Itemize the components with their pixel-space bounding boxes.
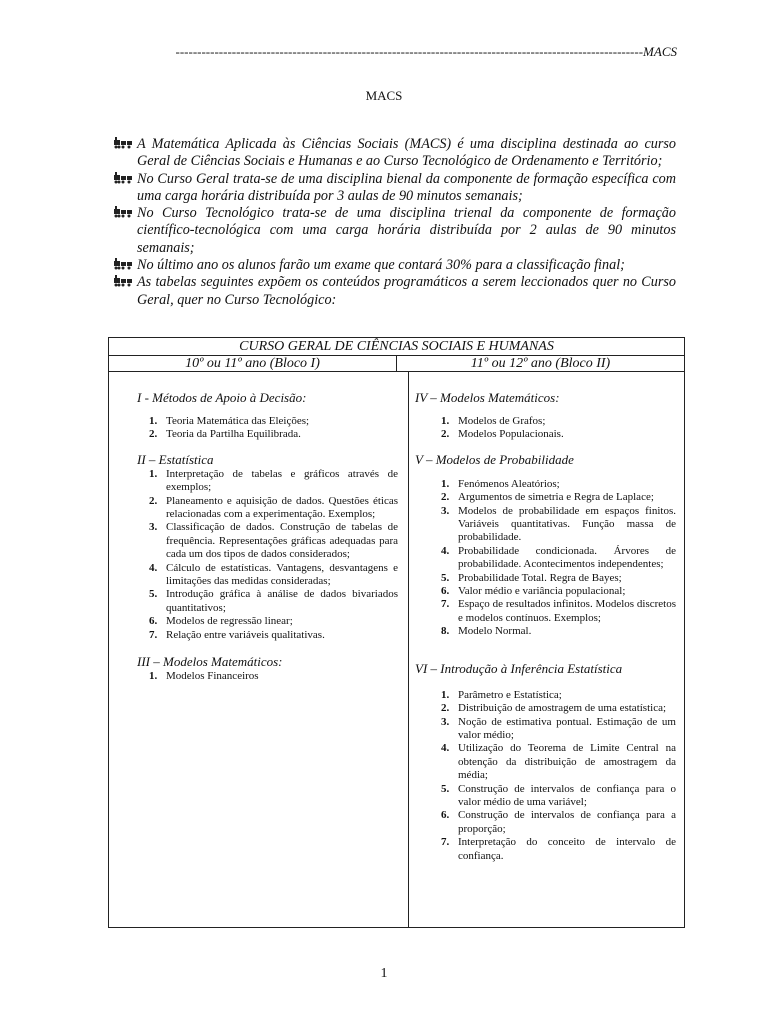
list-item: 6. Valor médio e variância populacional; — [441, 585, 626, 598]
section-title: V – Modelos de Probabilidade — [415, 451, 574, 467]
header-label: MACS — [643, 44, 677, 59]
list-item: 2. Teoria da Partilha Equilibrada. — [149, 428, 301, 441]
train-bullet-icon — [113, 137, 133, 149]
table-column-headers — [109, 356, 684, 372]
section-list — [415, 415, 676, 442]
column-header-left: 10º ou 11º ano (Bloco I) — [109, 356, 397, 372]
list-item: 2. Planeamento e aquisição de dados. Questões éticas relacionadas com a experimentação. Exemplos; — [149, 494, 398, 521]
curriculum-table — [108, 337, 685, 928]
section-title: I - Métodos de Apoio à Decisão: — [137, 390, 307, 405]
list-item: 6. Construção de intervalos de confiança para a proporção; — [441, 809, 676, 835]
page-header — [92, 44, 677, 60]
intro-text: As tabelas seguintes expõem os conteúdos programáticos a serem leccionados quer no Curso Geral, quer no Curso Tecnológico: — [137, 274, 676, 308]
section-title: VI – Introdução à Inferência Estatística — [415, 660, 623, 676]
section-title: IV – Modelos Matemáticos: — [415, 390, 560, 405]
intro-item — [113, 257, 676, 274]
train-bullet-icon — [113, 206, 133, 218]
list-item: 2. Modelos Populacionais. — [441, 428, 564, 441]
section-list — [137, 670, 398, 683]
intro-item — [113, 205, 676, 257]
left-column — [109, 372, 409, 927]
list-item: 7. Espaço de resultados infinitos. Modelos discretos e modelos contínuos. Exemplos; — [441, 598, 676, 624]
list-item: 5. Probabilidade Total. Regra de Bayes; — [441, 571, 622, 584]
list-item: 4. Cálculo de estatísticas. Vantagens, desvantagens e limitações das medidas consideradas; — [149, 561, 398, 588]
list-item: 4. Probabilidade condicionada. Árvores de probabilidade. Acontecimentos independentes; — [441, 544, 676, 571]
table-header — [109, 338, 684, 372]
list-item: 3. Noção de estimativa pontual. Estimação de um valor médio; — [441, 715, 676, 741]
list-item: 6. Modelos de regressão linear; — [149, 615, 293, 628]
list-item: 3. Modelos de probabilidade em espaços finitos. Variáveis quantitativas. Função massa de probabilidade. — [441, 504, 676, 544]
table-title: CURSO GERAL DE CIÊNCIAS SOCIAIS E HUMANAS — [109, 338, 684, 356]
list-item: 1. Modelos de Grafos; — [441, 415, 546, 427]
list-item: 7. Interpretação do conceito de intervalo de confiança. — [441, 836, 676, 862]
list-item: 1. Parâmetro e Estatística; — [441, 688, 562, 701]
intro-item — [113, 136, 676, 171]
list-item: 1. Fenómenos Aleatórios; — [441, 477, 560, 490]
intro-list — [113, 136, 676, 309]
page-title: MACS — [365, 88, 403, 103]
section-list — [137, 468, 398, 642]
section-list — [137, 415, 398, 442]
intro-item — [113, 274, 676, 309]
intro-text: No último ano os alunos farão um exame que contará 30% para a classificação final; — [137, 257, 625, 274]
train-bullet-icon — [113, 258, 133, 270]
train-bullet-icon — [113, 275, 133, 287]
list-item: 3. Classificação de dados. Construção de tabelas de frequência. Representações gráficas adequadas para cada um dos tipos de dados considerados; — [149, 521, 398, 561]
list-item: 5. Introdução gráfica à análise de dados bivariados quantitativos; — [149, 588, 398, 614]
list-item: 8. Modelo Normal. — [441, 625, 532, 638]
list-item: 1. Modelos Financeiros — [149, 670, 259, 683]
right-column — [409, 372, 684, 927]
intro-text: A Matemática Aplicada às Ciências Sociais (MACS) é uma disciplina destinada ao curso Geral de Ciências Sociais e Humanas e ao Curso Tecnológico de Ordenamento e Território; — [137, 136, 676, 170]
header-rule: ------------------------------------------------------------------------------------------------------------ — [175, 44, 644, 59]
list-item: 1. Interpretação de tabelas e gráficos através de exemplos; — [149, 467, 398, 494]
table-body — [109, 372, 684, 927]
list-item: 2. Argumentos de simetria e Regra de Laplace; — [441, 491, 654, 504]
list-item: 7. Relação entre variáveis qualitativas. — [149, 628, 325, 641]
page-number: 1 — [380, 966, 388, 981]
intro-item — [113, 171, 676, 206]
list-item: 2. Distribuição de amostragem de uma estatística; — [441, 702, 667, 715]
list-item: 1. Teoria Matemática das Eleições; — [149, 415, 310, 427]
column-header-right: 11º ou 12º ano (Bloco II) — [470, 356, 611, 371]
section-list — [415, 478, 676, 639]
section-list — [415, 689, 676, 863]
list-item: 4. Utilização do Teorema de Limite Central na obtenção da distribuição de amostragem da média; — [441, 742, 676, 782]
section-title: III – Modelos Matemáticos: — [137, 654, 283, 670]
list-item: 5. Construção de intervalos de confiança para o valor médio de uma variável; — [441, 782, 676, 808]
intro-text: No Curso Tecnológico trata-se de uma disciplina trienal da componente de formação científico-tecnológica com uma carga horária distribuída por 2 aulas de 90 minutos semanais; — [137, 205, 676, 256]
section-title: II – Estatística — [137, 451, 214, 467]
train-bullet-icon — [113, 172, 133, 184]
intro-text: No Curso Geral trata-se de uma disciplina bienal da componente de formação específica com uma carga horária distribuída por 3 aulas de 90 minutos semanais; — [137, 170, 676, 204]
